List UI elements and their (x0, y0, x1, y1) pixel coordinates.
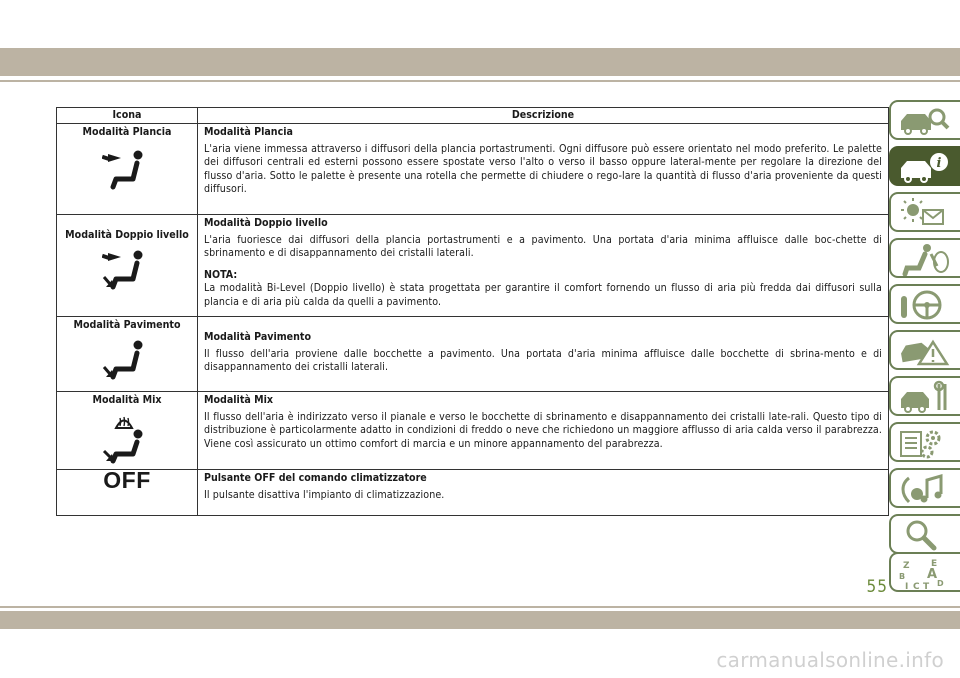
icon-cell-panel-mode (57, 124, 198, 215)
row-description: Il flusso dell'aria proviene dalle bocchette a pavimento. Una portata d'aria minima affluisce dalle bocchette di sbrina-mento e di disappannamento dei cristalli laterali. (204, 347, 882, 374)
row-title: Modalità Pavimento (204, 331, 312, 343)
icon-cell-mix-mode (57, 392, 198, 470)
icon-label: Modalità Mix (92, 394, 162, 406)
table-header-row (57, 108, 889, 124)
chapter-tab-starting[interactable] (889, 284, 960, 324)
seat-airbag-icon (897, 242, 953, 276)
row-title: Pulsante OFF del comando climatizzatore (204, 472, 427, 484)
row-title: Modalità Doppio livello (204, 217, 328, 229)
bilevel-mode-icon (102, 249, 152, 297)
car-maintenance-tools-icon (897, 380, 953, 414)
floor-mode-icon (102, 339, 152, 385)
chapter-tab-maintenance[interactable] (889, 376, 960, 416)
off-button-glyph: OFF (103, 467, 151, 493)
icon-label: Modalità Doppio livello (65, 229, 189, 241)
climate-modes-table (56, 107, 889, 516)
description-cell-bilevel-mode (198, 215, 889, 317)
chapter-tab-car-info[interactable] (889, 146, 960, 186)
svg-text:T: T (923, 582, 930, 590)
watermark: carmanualsonline.info (716, 648, 944, 672)
bottom-decorative-line (0, 606, 960, 608)
table-row (57, 124, 889, 215)
icon-label: Modalità Pavimento (73, 319, 181, 331)
alphabetical-index-icon (897, 556, 953, 590)
icon-label: Modalità Plancia (82, 126, 172, 138)
chapter-tab-multimedia[interactable] (889, 468, 960, 508)
bottom-decorative-band (0, 611, 960, 629)
car-search-icon (897, 104, 953, 138)
svg-text:A: A (927, 567, 938, 582)
row-title: Modalità Plancia (204, 126, 293, 138)
svg-text:C: C (913, 582, 920, 590)
top-decorative-line (0, 80, 960, 82)
warning-lights-message-icon (897, 196, 953, 230)
svg-text:E: E (931, 559, 938, 569)
mix-mode-icon (102, 414, 152, 464)
table-row (57, 215, 889, 317)
table-row (57, 470, 889, 516)
climate-modes-table-container (56, 107, 888, 516)
chapter-tab-car-search[interactable] (889, 100, 960, 140)
page-number: 55 (866, 577, 888, 597)
steering-wheel-start-icon (897, 288, 953, 322)
chapter-tab-search[interactable] (889, 514, 960, 554)
note-text: La modalità Bi-Level (Doppio livello) è stata progettata per garantire il comfort fornendo un flusso di aria più fredda dai diffusori sulla plancia e di aria più calda da quelli a pavimento. (204, 282, 882, 308)
row-description: L'aria fuoriesce dai diffusori della plancia portastrumenti e a pavimento. Una portata d'aria minima affluisce dalle boc-chette di sbrinamento e di disappannamento dei cristalli laterali. (204, 233, 882, 260)
table-row (57, 392, 889, 470)
multimedia-music-icon (897, 472, 953, 506)
chapter-tab-safety[interactable] (889, 238, 960, 278)
icon-cell-floor-mode (57, 317, 198, 392)
header-icon: Icona (57, 108, 198, 124)
table-row (57, 317, 889, 392)
header-description: Descrizione (198, 108, 889, 124)
svg-text:Z: Z (903, 561, 910, 571)
svg-text:i: i (936, 156, 942, 171)
description-cell-off (198, 470, 889, 516)
car-info-icon (897, 150, 953, 184)
chapter-tab-index[interactable] (889, 552, 960, 592)
car-crash-warning-icon (897, 334, 953, 368)
svg-text:I: I (905, 582, 909, 590)
chapter-tab-emergency[interactable] (889, 330, 960, 370)
svg-text:B: B (899, 572, 906, 581)
top-decorative-band (0, 48, 960, 76)
row-description: L'aria viene immessa attraverso i diffusori della plancia portastrumenti. Ogni diffusore può essere orientato nel modo preferito. Le palette dei diffusori centrali ed esterni possono essere spostate verso l'alto o verso il basso oppure lateral-mente per regolare la direzione del flusso d'aria. Sotto le palette è presente una rotella che permette di chiudere o rego-lare la quantità di flusso d'aria proveniente da questi diffusori. (204, 142, 882, 196)
chapter-tab-warning-lights[interactable] (889, 192, 960, 232)
icon-cell-off (57, 467, 198, 516)
specifications-gear-icon (897, 426, 953, 460)
row-description: Il flusso dell'aria è indirizzato verso il pianale e verso le bocchette di sbrinamento e disappannamento dei cristalli late-rali. Questo tipo di distribuzione è particolarmente adatto in condizioni di freddo o neve che richiedono un maggiore afflusso di aria calda verso il parabrezza. Viene così assicurato un ottimo comfort di marcia e un minore appannamento del parabrezza. (204, 410, 882, 450)
search-magnifier-icon (897, 518, 953, 552)
description-cell-floor-mode (198, 317, 889, 392)
chapter-tab-specifications[interactable] (889, 422, 960, 462)
icon-cell-bilevel-mode (57, 215, 198, 317)
description-cell-panel-mode (198, 124, 889, 215)
note-label: NOTA: (204, 268, 238, 281)
panel-mode-icon (102, 146, 152, 194)
description-cell-mix-mode (198, 392, 889, 470)
svg-text:D: D (937, 579, 944, 588)
row-description: Il pulsante disattiva l'impianto di climatizzazione. (204, 488, 445, 501)
row-title: Modalità Mix (204, 394, 274, 406)
